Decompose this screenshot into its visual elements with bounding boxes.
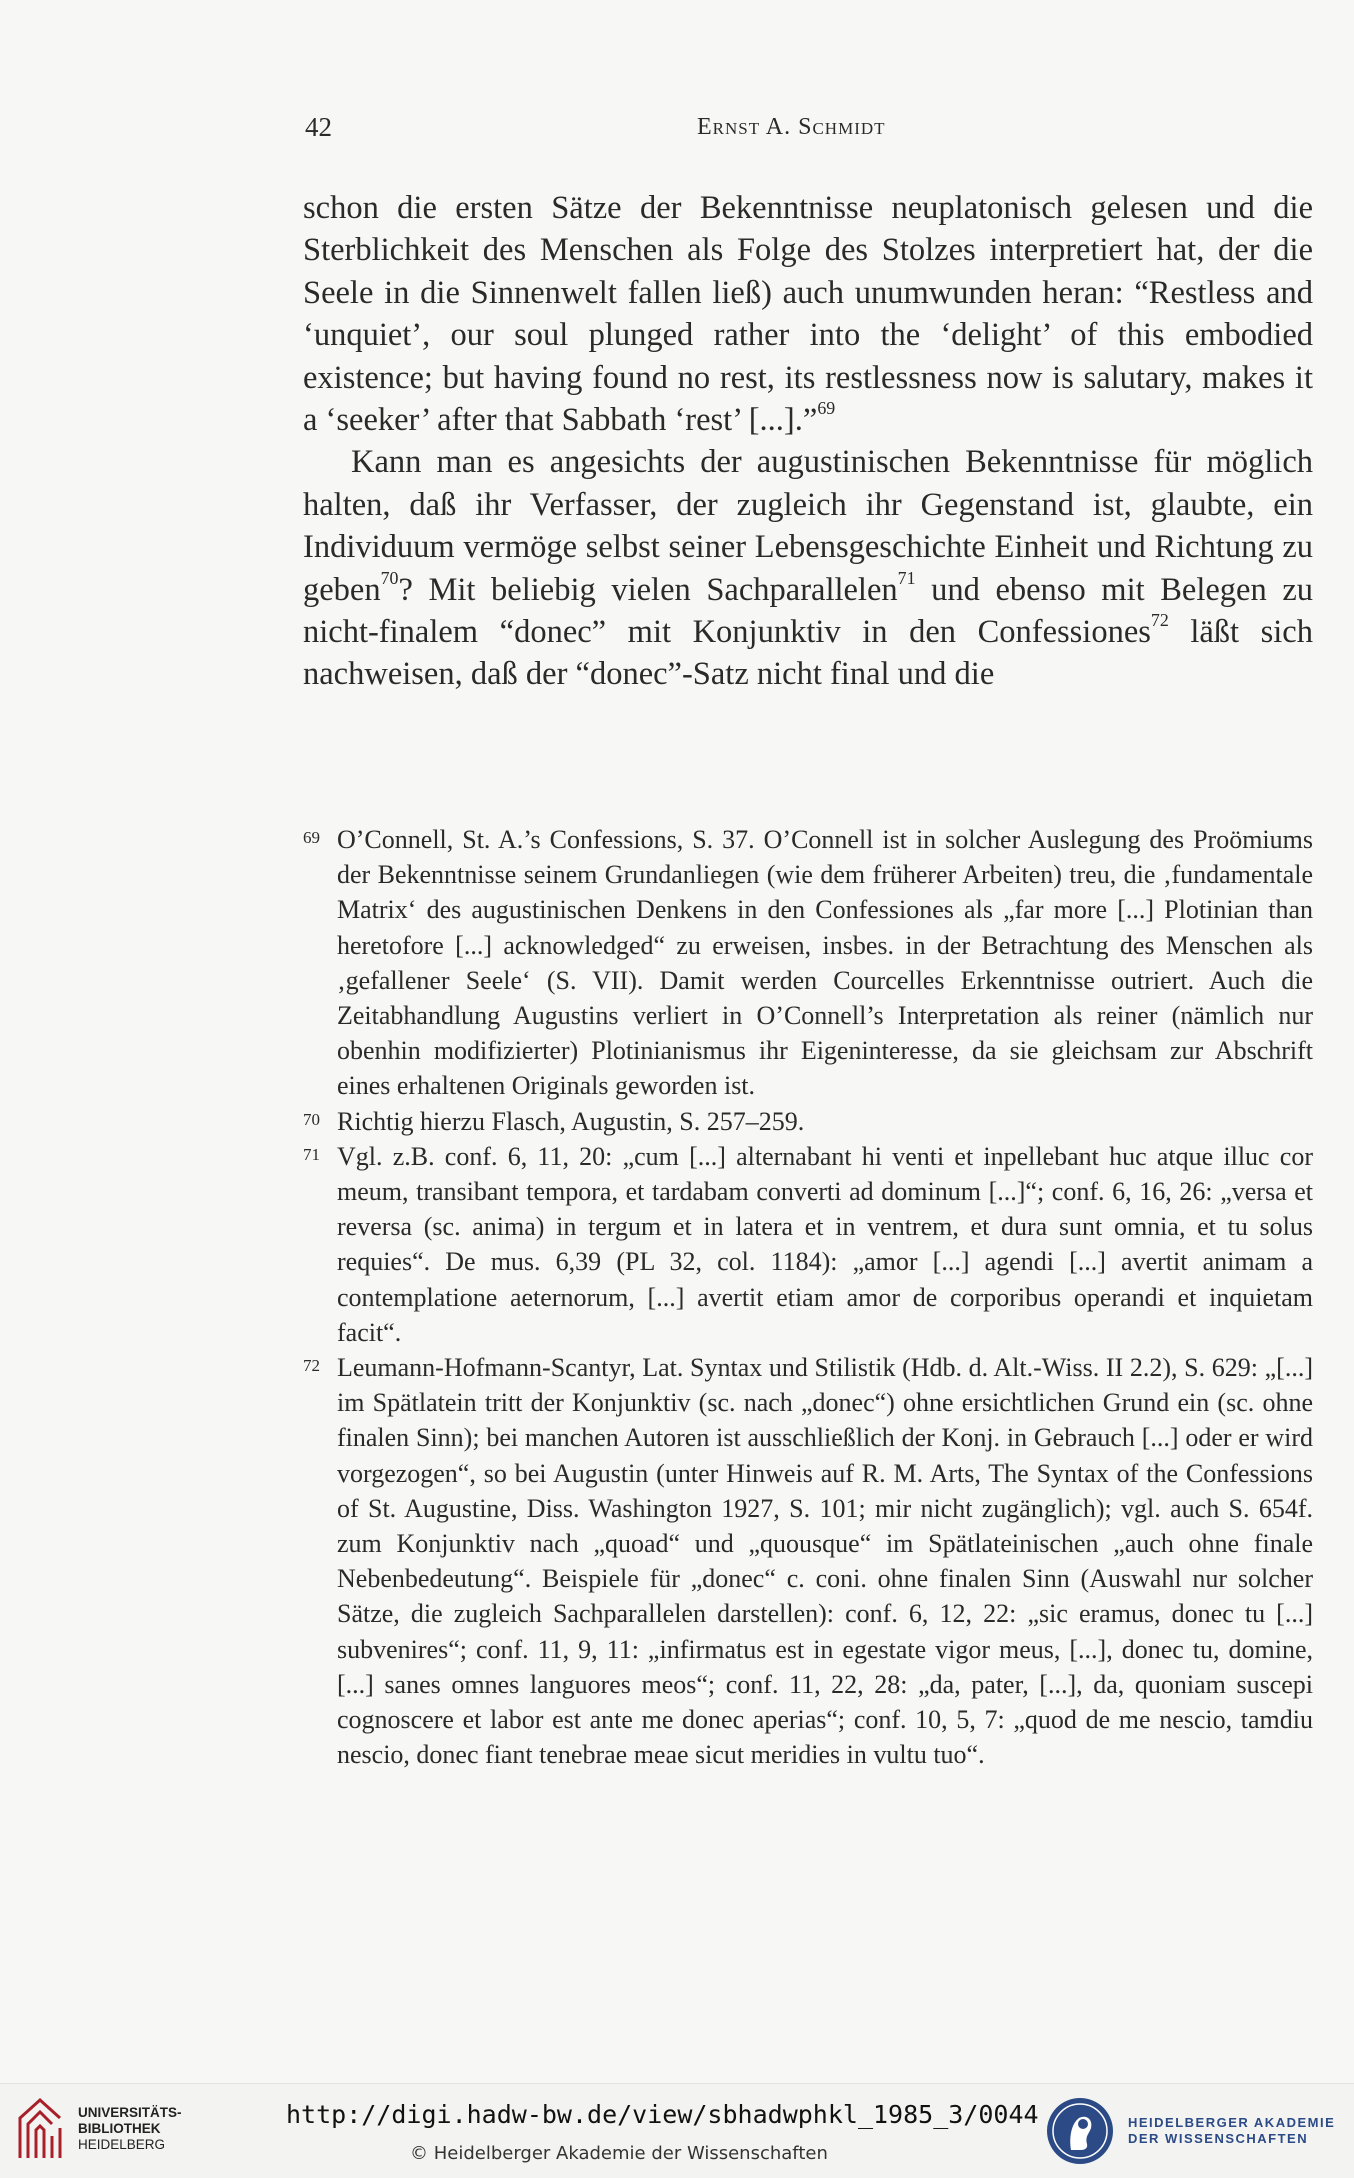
footnote-number: 71 <box>303 1144 320 1164</box>
viewer-footer <box>0 2083 1354 2178</box>
page-number: 42 <box>305 112 332 142</box>
footnote-ref-72[interactable]: 72 <box>1150 609 1169 630</box>
paragraph-2-text-c: und ebenso mit Belegen zu nicht-finalem “donec” mit Konjunktiv in den Confessiones <box>303 571 1313 651</box>
footnote-number: 69 <box>303 828 320 847</box>
library-line-3: HEIDELBERG <box>78 2137 166 2152</box>
paragraph-1-text: schon die ersten Sätze der Bekenntnisse neuplatonisch gelesen und die Sterblichkeit des Menschen als Folge des Stolzes interpretiert hat, der die Seele in die Sinnenwelt fallen ließ) auch unumwunden heran: “Restless and ‘unquiet’, our soul plunged rather into the ‘delight’ of this embodied existence; but having found no rest, its restlessness now is salutary, makes it a ‘seeker’ after that Sabbath ‘rest’ [...].” <box>303 190 1313 439</box>
footnote-text: Richtig hierzu Flasch, Augustin, S. 257–259. <box>337 1106 805 1136</box>
university-library-name <box>78 2105 182 2153</box>
university-library-logo-icon[interactable] <box>14 2096 66 2160</box>
paragraph-2-text-d: läßt sich nachweisen, daß der “donec”-Satz nicht final und die <box>303 614 1313 693</box>
academy-seal-icon[interactable] <box>1045 2094 1115 2168</box>
footnote-70 <box>303 1104 1313 1139</box>
main-text <box>303 187 1313 696</box>
copyright-notice: © Heidelberger Akademie der Wissenschaften <box>410 2143 828 2164</box>
paragraph-2-text-b: ? Mit beliebig vielen Sachparallelen <box>398 571 898 608</box>
paragraph-2-text-a: Kann man es angesichts der augustinischen Bekenntnisse für möglich halten, daß ihr Verfasser, der zugleich ihr Gegenstand ist, glaubte, ein Individuum vermöge selbst seiner Lebensgeschichte Einheit und Richtung zu geben <box>303 444 1313 608</box>
library-line-1: UNIVERSITÄTS- <box>78 2105 182 2120</box>
paragraph-1 <box>303 187 1313 441</box>
academy-line-1: HEIDELBERGER AKADEMIE <box>1128 2115 1336 2130</box>
permalink-url[interactable]: http://digi.hadw-bw.de/view/sbhadwphkl_1985_3/0044 <box>286 2100 1039 2129</box>
footnote-text: Leumann-Hofmann-Scantyr, Lat. Syntax und Stilistik (Hdb. d. Alt.-Wiss. II 2.2), S. 629: „[...] im Spätlatein tritt der Konjunktiv (sc. nach „donec“) ohne ersichtlichen Grund ein (sc. ohne finalen Sinn); bei manchen Autoren ist ausschließlich der Konj. in Gebrauch [...] oder er wird vorgezogen“, so bei Augustin (unter Hinweis auf R. M. Arts, The Syntax of the Confessions of St. Augustine, Diss. Washington 1927, S. 101; mir nicht zugänglich); vgl. auch S. 654f. zum Konjunktiv nach „quoad“ und „quousque“ im Spätlateinischen „auch ohne finale Nebenbedeutung“. Beispiele für „donec“ c. coni. ohne finalen Sinn (Auswahl nur solcher Sätze, die zugleich Sachparallelen darstellen): conf. 6, 12, 22: „sic eramus, donec tu [...] subvenires“; conf. 11, 9, 11: „infirmatus est in egestate vigor meus, [...], donec tu, domine, [...] sanes omnes languores meos“; conf. 11, 22, 28: „da, pater, [...], da, quoniam suscepi cognoscere et labor est ante me donec aperias“; conf. 10, 5, 7: „quod de me nescio, tamdiu nescio, donec fiant tenebrae meae sicut meridies in vultu tuo“. <box>337 1353 1313 1770</box>
footnote-71 <box>303 1139 1313 1350</box>
footnote-text: Vgl. z.B. conf. 6, 11, 20: „cum [...] alternabant hi venti et inpellebant huc atque illuc cor meum, transibant tempora, et tardabam converti ad dominum [...]“; conf. 6, 16, 26: „versa et reversa (sc. anima) in tergum et in latera et in ventrem, et dura sunt omnia, et tu solus requies“. De mus. 6,39 (PL 32, col. 1184): „amor [...] agendi [...] avertit animam a contemplatione aeternorum, [...] avertit etiam amor de corporibus operandi et inquietam facit“. <box>337 1141 1313 1347</box>
footnote-ref-71[interactable]: 71 <box>897 567 916 588</box>
footnote-ref-70[interactable]: 70 <box>380 567 399 588</box>
footnote-69 <box>303 822 1313 1104</box>
footnotes <box>303 822 1313 1772</box>
library-line-2: BIBLIOTHEK <box>78 2121 161 2136</box>
page-header <box>305 112 1354 152</box>
paragraph-2 <box>303 441 1313 695</box>
footnote-number: 72 <box>303 1356 320 1376</box>
academy-name <box>1128 2115 1335 2147</box>
footnote-number: 70 <box>303 1109 320 1129</box>
footnote-ref-69[interactable]: 69 <box>817 397 836 418</box>
academy-line-2: DER WISSENSCHAFTEN <box>1128 2131 1309 2146</box>
footnote-72 <box>303 1350 1313 1772</box>
running-head: Ernst A. Schmidt <box>697 114 886 140</box>
footnote-text: O’Connell, St. A.’s Confessions, S. 37. O’Connell ist in solcher Auslegung des Proömiums der Bekenntnisse seinem Grundanliegen (wie dem früherer Arbeiten) treu, die ‚fundamentale Matrix‘ des augustinischen Denkens in den Confessiones als „far more [...] Plotinian than heretofore [...] acknowledged“ zu erweisen, insbes. in der Betrachtung des Menschen als ‚gefallener Seele‘ (S. VII). Damit werden Courcelles Erkenntnisse outriert. Auch die Zeitabhandlung Augustins verliert in O’Connell’s Interpretation als reiner (nämlich nur obenhin modifizierter) Plotinianismus ihr Eigeninteresse, da sie gleichsam zur Abschrift eines erhaltenen Originals geworden ist. <box>337 825 1313 1101</box>
